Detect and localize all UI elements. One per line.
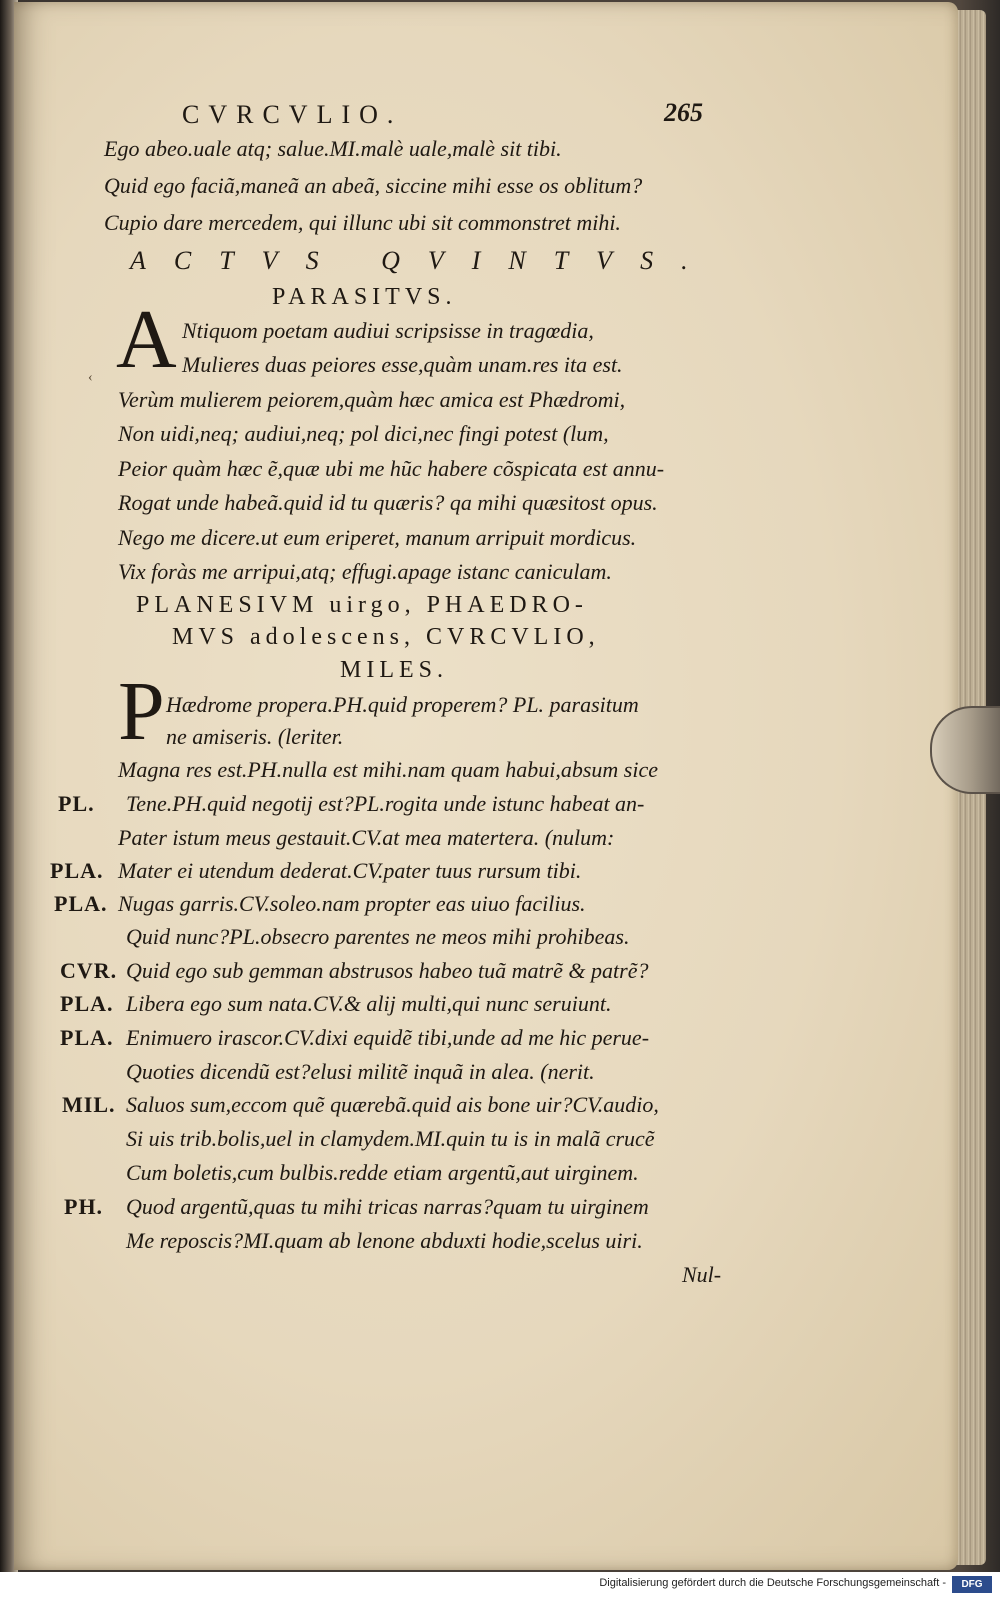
text-line: ne amiseris. (leriter. bbox=[166, 724, 344, 749]
text-line: Si uis trib.bolis,uel in clamydem.MI.quin tu is in malã crucẽ bbox=[126, 1126, 655, 1151]
scene-characters: PLANESIVM uirgo, PHAEDRO- bbox=[136, 592, 588, 618]
text-line: Nugas garris.CV.soleo.nam propter eas uiuo facilius. bbox=[118, 891, 586, 916]
text-line: Quoties dicendũ est?elusi militẽ inquã in alea. (nerit. bbox=[126, 1059, 595, 1084]
text-line: Saluos sum,eccom quẽ quærebã.quid ais bone uir?CV.audio, bbox=[126, 1092, 659, 1117]
text-line: Magna res est.PH.nulla est mihi.nam quam habui,absum sice bbox=[118, 757, 658, 782]
text-line: Non uidi,neq; audiui,neq; pol dici,nec fingi potest (lum, bbox=[118, 421, 609, 446]
book-clasp bbox=[930, 706, 1000, 794]
text-line: Quid ego faciã,maneã an abeã, siccine mihi esse os oblitum? bbox=[104, 173, 643, 198]
text-line: Ntiquom poetam audiui scripsisse in tragœdia, bbox=[182, 318, 594, 343]
margin-mark: ‹ bbox=[88, 370, 93, 385]
text-line: Ego abeo.uale atq; salue.MI.malè uale,malè sit tibi. bbox=[104, 136, 562, 161]
speaker-label: PL. bbox=[58, 791, 95, 816]
text-line: Quid ego sub gemman abstrusos habeo tuã matrẽ & patrẽ? bbox=[126, 958, 649, 983]
text-line: Mulieres duas peiores esse,quàm unam.res ita est. bbox=[182, 352, 623, 377]
drop-capital: P bbox=[118, 665, 165, 758]
scene-characters: MVS adolescens, CVRCVLIO, bbox=[172, 624, 600, 650]
text-line: Tene.PH.quid negotij est?PL.rogita unde istunc habeat an- bbox=[126, 791, 645, 816]
text-line: Verùm mulierem peiorem,quàm hæc amica est Phædromi, bbox=[118, 387, 626, 412]
footer-bar bbox=[0, 1572, 1000, 1597]
page-number: 265 bbox=[664, 98, 703, 127]
text-line: Libera ego sum nata.CV.& alij multi,qui nunc seruiunt. bbox=[126, 991, 612, 1016]
dfg-logo: DFG bbox=[952, 1576, 992, 1593]
speaker-label: PLA. bbox=[60, 1025, 114, 1050]
act-title: ACTVS QVINTVS. bbox=[130, 246, 716, 275]
text-line: Quod argentũ,quas tu mihi tricas narras?quam tu uirginem bbox=[126, 1194, 649, 1219]
text-line: Me reposcis?MI.quam ab lenone abduxti hodie,scelus uiri. bbox=[126, 1228, 643, 1253]
text-line: Nego me dicere.ut eum eriperet, manum arripuit mordicus. bbox=[118, 525, 637, 550]
text-line: Hædrome propera.PH.quid properem? PL. parasitum bbox=[166, 692, 639, 717]
text-line: Enimuero irascor.CV.dixi equidẽ tibi,unde ad me hic perue- bbox=[126, 1025, 650, 1050]
text-line: Pater istum meus gestauit.CV.at mea matertera. (nulum: bbox=[118, 825, 615, 850]
text-line: Peior quàm hæc ẽ,quæ ubi me hũc habere cõspicata est annu- bbox=[118, 456, 665, 481]
catchword: Nul- bbox=[682, 1262, 722, 1287]
speaker-label: CVR. bbox=[60, 958, 118, 983]
funding-notice: Digitalisierung gefördert durch die Deutsche Forschungsgemeinschaft - bbox=[599, 1577, 946, 1589]
text-line: Cum boletis,cum bulbis.redde etiam argentũ,aut uirginem. bbox=[126, 1160, 639, 1185]
book-page bbox=[14, 2, 958, 1570]
scene-character: PARASITVS. bbox=[272, 284, 457, 310]
text-line: Vix foràs me arripui,atq; effugi.apage istanc caniculam. bbox=[118, 559, 612, 584]
text-line: Cupio dare mercedem, qui illunc ubi sit commonstret mihi. bbox=[104, 210, 621, 235]
drop-capital: A bbox=[116, 293, 177, 386]
text-line: Quid nunc?PL.obsecro parentes ne meos mihi prohibeas. bbox=[126, 924, 630, 949]
speaker-label: PH. bbox=[64, 1194, 104, 1219]
text-line: Mater ei utendum dederat.CV.pater tuus rursum tibi. bbox=[118, 858, 582, 883]
text-line: Rogat unde habeã.quid id tu quæris? qa mihi quæsitost opus. bbox=[118, 490, 658, 515]
running-title: CVRCVLIO. bbox=[182, 100, 403, 129]
speaker-label: PLA. bbox=[54, 891, 108, 916]
speaker-label: PLA. bbox=[50, 858, 104, 883]
scene-characters: MILES. bbox=[340, 657, 448, 683]
speaker-label: MIL. bbox=[62, 1092, 116, 1117]
speaker-label: PLA. bbox=[60, 991, 114, 1016]
